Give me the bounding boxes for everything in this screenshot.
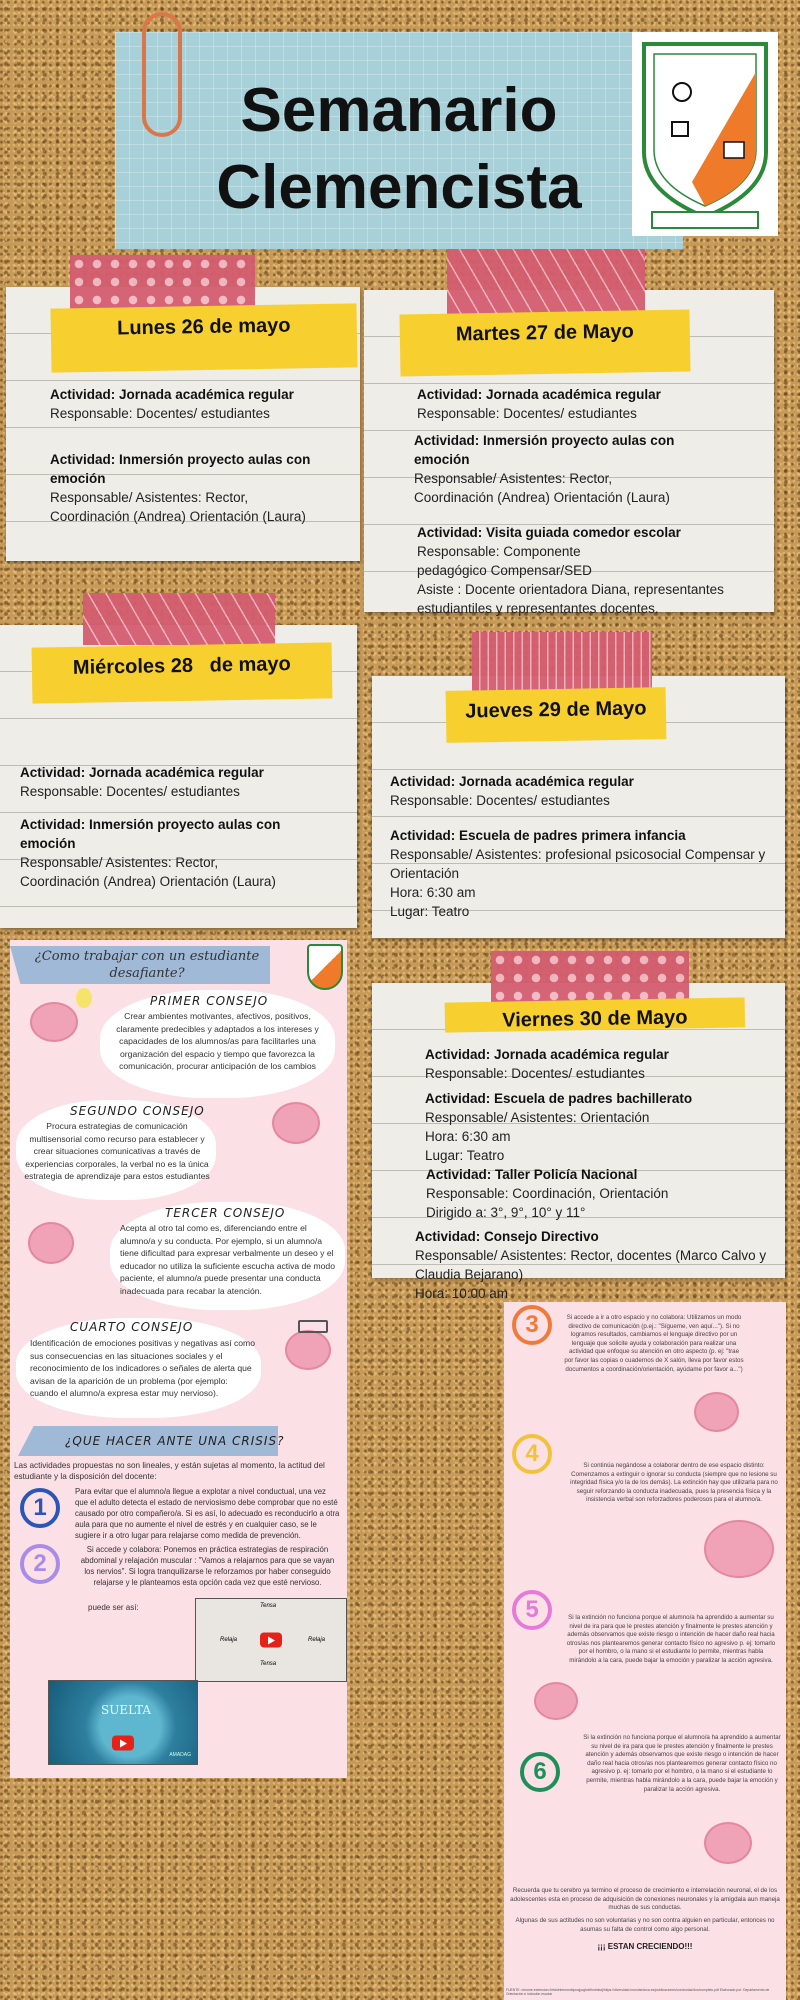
closing-text: Algunas de sus actitudes no son voluntarias y no son contra alguien en particular, entonces no asumas su falta de control como algo personal. [515,1917,775,1933]
activity-title: Actividad: Jornada académica regular [50,387,294,402]
tip-heading: PRIMER CONSEJO [150,994,269,1008]
video-label: Tensa [260,1661,277,1667]
video-relaxation-hands[interactable] [195,1598,347,1682]
day-banner [445,997,746,1052]
activity-title: Actividad: Escuela de padres bachillerato [425,1091,693,1106]
step-number: 2 [20,1544,60,1584]
activity-detail: Responsable/ Asistentes: Rector, docentes (Marco Calvo y Claudia Bejarano) [415,1248,767,1282]
activity [20,815,320,891]
activity [50,450,344,526]
activity-detail: Asiste : Docente orientadora Diana, representantes estudiantiles y representantes docentes. [417,582,724,616]
activity-title: Actividad: Taller Policía Nacional [426,1167,638,1182]
day-title: Viernes 30 de Mayo [502,1006,688,1032]
activity-detail: Responsable: Docentes/ estudiantes [390,793,610,808]
day-title: Jueves 29 de Mayo [465,697,647,723]
video-label: Tensa [260,1603,277,1609]
title-line-1: Semanario [240,76,558,145]
tip-heading: SEGUNDO CONSEJO [70,1104,205,1118]
activity-detail: Responsable: Docentes/ estudiantes [417,406,637,421]
activity-detail: Coordinación (Andrea) Orientación (Laura) [414,490,670,505]
activity [417,523,747,618]
crisis-intro: Las actividades propuestas no son lineales, y están sujetas al momento, la actitud del estudiante y la disposición del docente: [14,1461,325,1481]
play-icon[interactable] [260,1633,282,1648]
tip-text: Procura estrategias de comunicación multisensorial como recurso para establecer y crear situaciones comunicativas a través de experiencias corporales, la verbal no es la única estrategia de aprendizaje para estos estudiantes [24,1121,210,1181]
activity-detail: Hora: 6:30 am [425,1129,511,1144]
step-number: 3 [512,1305,552,1345]
tip-heading: CUARTO CONSEJO [70,1320,194,1334]
activity-title: Actividad: Visita guiada comedor escolar [417,525,681,540]
brain-surprised-icon [704,1822,752,1864]
activity-detail: Lugar: Teatro [425,1148,505,1163]
activity-detail: Responsable: Docentes/ estudiantes [425,1066,645,1081]
activity-detail: Responsable: Componente pedagógico Compensar/SED [417,544,592,578]
activity [20,763,340,801]
activity [414,431,704,507]
brain-cello-icon [694,1392,739,1432]
activity-detail: Responsable: Docentes/ estudiantes [20,784,240,799]
video-brand: AMADAG [169,1752,191,1758]
activity [415,1227,780,1303]
video-label: SUELTA [101,1703,152,1717]
video-label: Relaja [308,1637,326,1643]
step-text: Si continúa negándose a colaborar dentro de ese espacio distinto: Comenzamos a extinguir o ignorar su conducta (siempre que no lesione su integridad física y/o la de los demás). La extinción hay que utilizarla para no seguir reforzando la conducta inadecuada, pues la presencia física y la insistencia verbal son reforzadores poderosos para el alumno/a. [570,1462,778,1504]
paperclip-icon [142,12,182,137]
school-logo [632,32,778,236]
step-text: Para evitar que el alumno/a llegue a explotar a nivel conductual, una vez que el adulto detecta el estado de nerviosismo debe comprobar que no esté causado por otro compañero/a. Si es así, lo adecuado es reconducirlo a otra aula para que no aumente el nivel de estrés y en cualquier caso, se le sugiere ir a otro lugar para relajarse como medida de prevención. [75,1487,340,1540]
activity-detail: Responsable/ Asistentes: Orientación [425,1110,650,1125]
title-line-2: Clemencista [216,153,582,222]
guide-infographic-right [504,1302,786,2000]
activity [390,826,780,921]
closing-text: Recuerda que tu cerebro ya termino el proceso de crecimiento e interrelación neuronal, el de los adolescentes esta en proceso de adquisición de conexiones neuronales y la amigdala aun maneja muchas de sus conductas. [510,1887,780,1912]
activity-title: Actividad: Jornada académica regular [390,774,634,789]
step-number: 6 [520,1752,560,1792]
video-suelta[interactable] [48,1680,198,1765]
day-banner [50,303,357,372]
activity-title: Actividad: Jornada académica regular [425,1047,669,1062]
activity-title: Actividad: Jornada académica regular [20,765,264,780]
activity-detail: Responsable/ Asistentes: Rector, [414,471,613,486]
step-number: 4 [512,1434,552,1474]
day-banner [399,309,690,376]
day-title: Martes 27 de Mayo [455,320,634,346]
activity-title: Actividad: Inmersión proyecto aulas con emoción [50,452,311,486]
brain-lightbulb-icon [30,1002,78,1042]
day-banner [32,642,333,703]
washi-tape [83,593,275,645]
activity-detail: Responsable: Docentes/ estudiantes [50,406,270,421]
activity-detail: Responsable: Coordinación, Orientación [426,1186,669,1201]
activity-title: Actividad: Inmersión proyecto aulas con emoción [414,433,675,467]
activity [426,1165,776,1222]
header-panel [115,32,683,249]
step-text: Si accede y colabora: Ponemos en práctica estrategias de respiración abdominal y relajación muscular : "Vamos a relajarnos para que se vayan los nervios". Si logra tranquilizarse le reforzamos por haber conseguido relajarse y le planteamos esta opción cada vez que esté nervioso. [80,1545,335,1587]
brain-walking-icon [285,1330,331,1370]
video-label: Relaja [220,1637,238,1643]
activity-title: Actividad: Escuela de padres primera infancia [390,828,686,843]
brain-sad-icon [704,1520,774,1578]
battery-icon [298,1320,328,1333]
activity-detail: Dirigido a: 3°, 9°, 10° y 11° [426,1205,586,1220]
step-number: 5 [512,1590,552,1630]
activity-detail: Responsable/ Asistentes: Rector, [20,855,219,870]
source-text: FUENTE: chrome-extension://efaidnbmnnnibpcajpcglclefindmkaj/https://diversidad.murciaeduca.es/publicaciones/conductas/doc/completo.pdf Elaborado por: Departamento de Orientación e inclusión escolar [506,1988,770,1996]
activity-detail: Coordinación (Andrea) Orientación (Laura) [50,509,306,524]
crisis-heading: ¿QUE HACER ANTE UNA CRISIS? [65,1434,285,1448]
washi-tape [447,249,645,319]
tip-text: Identificación de emociones positivas y negativas así como sus consecuencias en las situaciones sociales y el reconocimiento de los indicadores o señales de alerta que avisan de la aparición de un problema (por ejemplo: cuando el alumno/a expresa estar muy nervioso). [30,1338,255,1398]
activity-detail: Responsable/ Asistentes: profesional psicosocial Compensar y Orientación [390,847,766,881]
tip-text: Crear ambientes motivantes, afectivos, positivos, claramente predecibles y adaptados a los intereses y capacidades de los alumnos/as para facilitarles una organización del espacio y tiempo que favorezca la comunicación, procurar anticipación de los cambios [116,1011,319,1071]
step-text: Si accede a ir a otro espacio y no colabora: Utilizamos un modo directivo de comunicación (p.ej.: "Sígueme, ven aquí..."). Si no logramos resultados, cambiamos el lenguaje directivo por un lenguaje que solicite ayuda y colaboración para realizar una actividad que enfoque su atención en otro aspecto (p. ej: "trae por favor las copias o cuadernos de X salón, lleva por favor estos documentos a coordinación/orientación, ayúdame por favor a...") [564,1314,744,1373]
activity-detail: Hora: 6:30 am [390,885,476,900]
activity-title: Actividad: Consejo Directivo [415,1229,599,1244]
activity [417,385,767,423]
tip-text: Acepta al otro tal como es, diferenciando entre el alumno/a y su conducta. Por ejemplo, si un alumno/a tiene dificultad para expresar verbalmente un deseo y el educador no utiliza la suficiente escucha activa de modo paciente, el alumno/a puede presentar una conducta inadecuada para recabar la atención. [120,1223,335,1296]
brain-meditating-icon [272,1102,320,1144]
school-logo-small [307,944,343,990]
washi-tape [472,632,652,695]
step-text: Si la extinción no funciona porque el alumno/a ha aprendido a aumentar su nivel de ira para que le prestes atención y finalmente le prestes atención y además observamos que existe riesgo o intención de hacer daño real hacia otros/as nos plantearemos generar contacto físico no agresivo p. ej: tomarlo por el hombro, o la mano si el estudiante lo permite, mientras habla mirándolo a la cara, puede bajar la emoción y paralizar la acción agresiva. [583,1734,781,1793]
step-text: Si la extinción no funciona porque el alumno/a ha aprendido a aumentar su nivel de ira para que le prestes atención y finalmente le prestes atención y además observamos que existe riesgo o intención de hacer daño real hacia otros/as nos plantearemos generar contacto físico no agresivo p. ej: tomarlo por el hombro, o la mano si el estudiante lo permite, mientras habla mirándolo a la cara, puede bajar la emoción y paralizar la acción agresiva. [566,1614,776,1664]
activity-title: Actividad: Jornada académica regular [417,387,661,402]
brain-dizzy-icon [534,1682,578,1720]
brain-graduate-icon [28,1222,74,1264]
puede-ser-label: puede ser así: [88,1603,139,1612]
activity-detail: Lugar: Teatro [390,904,470,919]
guide-title: ¿Como trabajar con un estudiante desafiante? [34,949,260,981]
activity-detail: Hora: 10:00 am [415,1286,509,1301]
guide-infographic-left [10,940,347,1778]
step-number: 1 [20,1488,60,1528]
activity [425,1089,775,1165]
activity-detail: Responsable/ Asistentes: Rector, [50,490,249,505]
activity-title: Actividad: Inmersión proyecto aulas con emoción [20,817,281,851]
day-banner [446,687,667,743]
activity [390,772,780,810]
lightbulb-icon [76,988,92,1008]
day-title: Miércoles 28 de mayo [72,653,291,679]
play-icon[interactable] [112,1736,134,1751]
tip-heading: TERCER CONSEJO [165,1206,286,1220]
day-title: Lunes 26 de mayo [116,314,291,340]
activity [50,385,344,423]
shout-text: ¡¡¡ ESTAN CRECIENDO!!! [597,1942,693,1951]
activity-detail: Coordinación (Andrea) Orientación (Laura) [20,874,276,889]
